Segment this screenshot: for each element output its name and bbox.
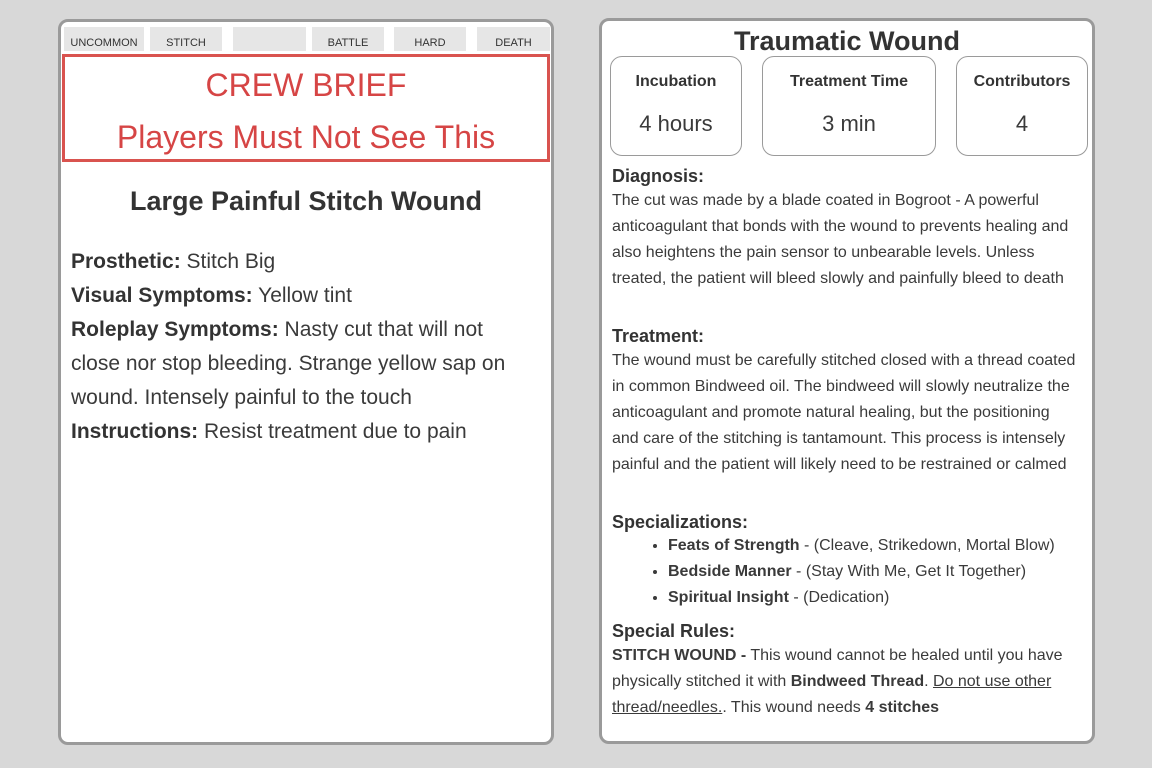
field-instructions: [71, 415, 537, 449]
special-rules-heading: Special Rules:: [612, 621, 736, 641]
list-item: [668, 585, 1082, 611]
specialization-detail: - (Cleave, Strikedown, Mortal Blow): [799, 537, 1055, 554]
specialization-name: Feats of Strength: [668, 537, 800, 554]
diagnosis-text: The cut was made by a blade coated in Bogroot - A powerful anticoagulant that bonds with the wound to prevents healing and also heightens the pain sensor to unbearable levels. Unless treated, the patient will bleed slowly and painfully bleed to death: [612, 192, 1069, 287]
stat-label: Contributors: [973, 73, 1071, 90]
stat-value: 4 hours: [639, 111, 713, 136]
field-visual-symptoms: [71, 279, 537, 313]
stat-value: 4: [1015, 111, 1029, 136]
list-item: [668, 533, 1082, 559]
wound-title: Traumatic Wound: [733, 26, 961, 56]
rule-part: .: [924, 673, 933, 690]
tag-source: BATTLE: [312, 27, 384, 51]
tag-type: STITCH: [150, 27, 222, 51]
list-item: [668, 559, 1082, 585]
rule-part: . This wound needs: [722, 699, 866, 716]
rule-lead: STITCH WOUND -: [612, 647, 747, 664]
field-label: Visual Symptoms:: [71, 284, 253, 307]
wound-info-card: [599, 18, 1095, 744]
rule-part: This wound cannot be healed until you have physically stitched it with: [612, 647, 1063, 690]
brief-heading: CREW BRIEF: [205, 67, 407, 103]
stat-treatment-time: [762, 56, 936, 156]
specialization-detail: - (Dedication): [788, 589, 890, 606]
field-label: Prosthetic:: [71, 250, 181, 273]
crew-brief-card: [58, 19, 554, 745]
special-rules-text: [612, 643, 1080, 721]
crew-brief-warning: [62, 54, 550, 162]
stat-label: Treatment Time: [790, 73, 908, 90]
rule-thread: Bindweed Thread: [790, 673, 925, 690]
specialization-name: Spiritual Insight: [668, 589, 789, 606]
field-value: Stitch Big: [180, 250, 276, 273]
crew-card-title: Large Painful Stitch Wound: [129, 186, 482, 216]
field-value: Yellow tint: [252, 284, 352, 307]
treatment-text: The wound must be carefully stitched closed with a thread coated in common Bindweed oil. The bindweed will slowly neutralize the anticoagulant and promote natural healing, but the positioning and care of the stitching is tantamount. This process is intensely painful and the patient will likely need to be restrained or calmed: [612, 352, 1076, 473]
specializations-list: [612, 533, 1082, 611]
stat-incubation: [610, 56, 742, 156]
field-prosthetic: [71, 245, 537, 279]
tag-bar: [64, 27, 548, 51]
tag-empty: [233, 27, 306, 51]
stat-label: Incubation: [635, 73, 717, 90]
diagnosis-heading: Diagnosis:: [612, 166, 705, 186]
rule-warning: Do not use other thread/needles.: [612, 673, 1052, 716]
tag-difficulty: HARD: [394, 27, 466, 51]
specialization-name: Bedside Manner: [668, 563, 792, 580]
specialization-detail: - (Stay With Me, Get It Together): [791, 563, 1027, 580]
treatment-heading: Treatment:: [612, 326, 705, 346]
tag-outcome: DEATH: [477, 27, 550, 51]
specializations-heading: Specializations:: [612, 512, 749, 532]
field-label: Roleplay Symptoms:: [71, 318, 279, 341]
rule-stitches: 4 stitches: [865, 699, 940, 716]
tag-rarity: UNCOMMON: [64, 27, 144, 51]
field-label: Instructions:: [71, 420, 199, 443]
field-value: Resist treatment due to pain: [198, 420, 467, 443]
brief-subheading: Players Must Not See This: [116, 119, 496, 155]
field-value: Nasty cut that will not close nor stop bleeding. Strange yellow sap on wound. Intensely painful to the touch: [71, 318, 506, 409]
crew-card-fields: [71, 245, 537, 449]
stat-value: 3 min: [822, 111, 876, 136]
stat-contributors: [956, 56, 1088, 156]
field-roleplay-symptoms: [71, 313, 537, 415]
